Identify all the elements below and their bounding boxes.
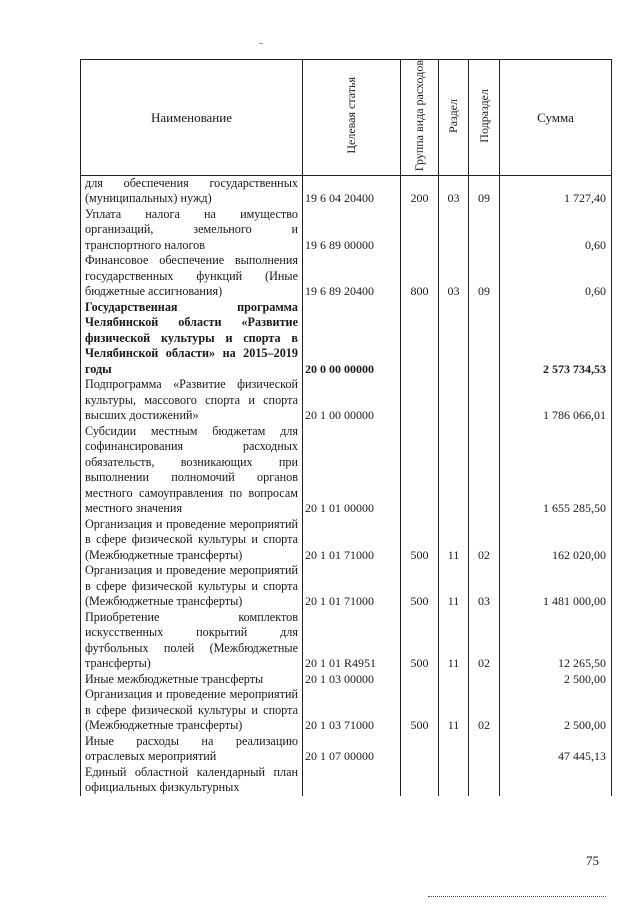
row-subsection: 02 — [469, 517, 500, 564]
table-row — [81, 377, 612, 424]
row-group: 500 — [401, 563, 439, 610]
table-row — [81, 253, 612, 300]
row-subsection — [469, 672, 500, 688]
row-amount: 0,60 — [500, 253, 612, 300]
row-amount: 0,60 — [500, 207, 612, 254]
row-section: 11 — [439, 687, 469, 734]
footer-rule — [428, 896, 606, 897]
table-row — [81, 424, 612, 517]
row-target-code: 20 1 01 R4951 — [303, 610, 401, 672]
header-section — [439, 60, 469, 176]
row-section: 03 — [439, 175, 469, 207]
row-subsection: 09 — [469, 253, 500, 300]
row-section — [439, 377, 469, 424]
row-section — [439, 424, 469, 517]
row-section — [439, 734, 469, 765]
row-amount: 1 481 000,00 — [500, 563, 612, 610]
row-subsection — [469, 734, 500, 765]
header-target — [303, 60, 401, 176]
row-name: Организация и проведение мероприятий в сфере физической культуры и спорта (Межбюджетные трансферты) — [81, 517, 303, 564]
row-subsection: 02 — [469, 687, 500, 734]
row-name: Организация и проведение мероприятий в сфере физической культуры и спорта (Межбюджетные трансферты) — [81, 687, 303, 734]
header-name: Наименование — [81, 60, 303, 176]
row-group — [401, 207, 439, 254]
row-section — [439, 207, 469, 254]
table-row — [81, 300, 612, 378]
header-group — [401, 60, 439, 176]
row-subsection — [469, 377, 500, 424]
row-subsection — [469, 207, 500, 254]
row-section: 11 — [439, 517, 469, 564]
row-target-code: 20 1 00 00000 — [303, 377, 401, 424]
row-target-code: 19 6 04 20400 — [303, 175, 401, 207]
row-target-code: 20 1 01 00000 — [303, 424, 401, 517]
row-section — [439, 672, 469, 688]
row-subsection — [469, 300, 500, 378]
header-subsection — [469, 60, 500, 176]
row-target-code: 20 1 03 71000 — [303, 687, 401, 734]
row-name: для обеспечения государственных (муниципальных) нужд) — [81, 175, 303, 207]
row-target-code: 20 1 01 71000 — [303, 563, 401, 610]
table-row — [81, 563, 612, 610]
row-name: Подпрограмма «Развитие физической культуры, массового спорта и спорта высших достижений» — [81, 377, 303, 424]
row-name: Иные межбюджетные трансферты — [81, 672, 303, 688]
row-group — [401, 734, 439, 765]
row-target-code: 20 1 07 00000 — [303, 734, 401, 765]
row-name: Приобретение комплектов искусственных покрытий для футбольных полей (Межбюджетные трансферты) — [81, 610, 303, 672]
row-name: Единый областной календарный план официальных физкультурных — [81, 765, 303, 796]
row-group — [401, 765, 439, 796]
row-name: Государственная программа Челябинской области «Развитие физической культуры и спорта в Челябинской области» на 2015–2019 годы — [81, 300, 303, 378]
table-body — [81, 175, 612, 796]
row-amount: 1 786 066,01 — [500, 377, 612, 424]
row-section: 11 — [439, 563, 469, 610]
row-name: Финансовое обеспечение выполнения государственных функций (Иные бюджетные ассигнования) — [81, 253, 303, 300]
row-amount — [500, 765, 612, 796]
row-target-code: 20 1 01 71000 — [303, 517, 401, 564]
header-amount: Сумма — [500, 60, 612, 176]
row-subsection — [469, 765, 500, 796]
table-row — [81, 672, 612, 688]
row-group: 500 — [401, 687, 439, 734]
row-amount: 12 265,50 — [500, 610, 612, 672]
table-row — [81, 734, 612, 765]
row-group: 500 — [401, 517, 439, 564]
row-group — [401, 300, 439, 378]
row-target-code: 19 6 89 00000 — [303, 207, 401, 254]
row-group — [401, 424, 439, 517]
row-target-code — [303, 765, 401, 796]
row-group: 200 — [401, 175, 439, 207]
row-name: Уплата налога на имущество организаций, земельного и транспортного налогов — [81, 207, 303, 254]
table-row — [81, 687, 612, 734]
table-header-row — [81, 60, 612, 176]
row-section: 11 — [439, 610, 469, 672]
budget-table — [80, 59, 612, 796]
row-target-code: 19 6 89 20400 — [303, 253, 401, 300]
row-amount: 2 500,00 — [500, 672, 612, 688]
row-target-code: 20 1 03 00000 — [303, 672, 401, 688]
row-subsection: 03 — [469, 563, 500, 610]
table-row — [81, 207, 612, 254]
row-section — [439, 300, 469, 378]
row-section: 03 — [439, 253, 469, 300]
table-row — [81, 765, 612, 796]
row-amount: 2 500,00 — [500, 687, 612, 734]
row-group — [401, 672, 439, 688]
header-section-label: Раздел — [446, 98, 460, 133]
header-subsection-label: Подраздел — [476, 88, 491, 143]
row-amount: 1 727,40 — [500, 175, 612, 207]
row-group: 800 — [401, 253, 439, 300]
row-amount: 162 020,00 — [500, 517, 612, 564]
row-amount: 1 655 285,50 — [500, 424, 612, 517]
table-row — [81, 610, 612, 672]
header-group-label: Группа вида расходов — [412, 60, 426, 172]
table-row — [81, 517, 612, 564]
table-row — [81, 175, 612, 207]
row-name: Иные расходы на реализацию отраслевых мероприятий — [81, 734, 303, 765]
row-name: Организация и проведение мероприятий в сфере физической культуры и спорта (Межбюджетные трансферты) — [81, 563, 303, 610]
row-section — [439, 765, 469, 796]
row-amount: 2 573 734,53 — [500, 300, 612, 378]
row-amount: 47 445,13 — [500, 734, 612, 765]
row-subsection: 02 — [469, 610, 500, 672]
row-group — [401, 377, 439, 424]
row-subsection: 09 — [469, 175, 500, 207]
row-name: Субсидии местным бюджетам для софинансирования расходных обязательств, возникающих при выполнении полномочий органов местного самоуправления по вопросам местного значения — [81, 424, 303, 517]
scan-mark — [259, 43, 263, 44]
row-group: 500 — [401, 610, 439, 672]
page-number: 75 — [586, 853, 599, 868]
row-target-code: 20 0 00 00000 — [303, 300, 401, 378]
header-target-label: Целевая статья — [344, 77, 358, 154]
row-subsection — [469, 424, 500, 517]
